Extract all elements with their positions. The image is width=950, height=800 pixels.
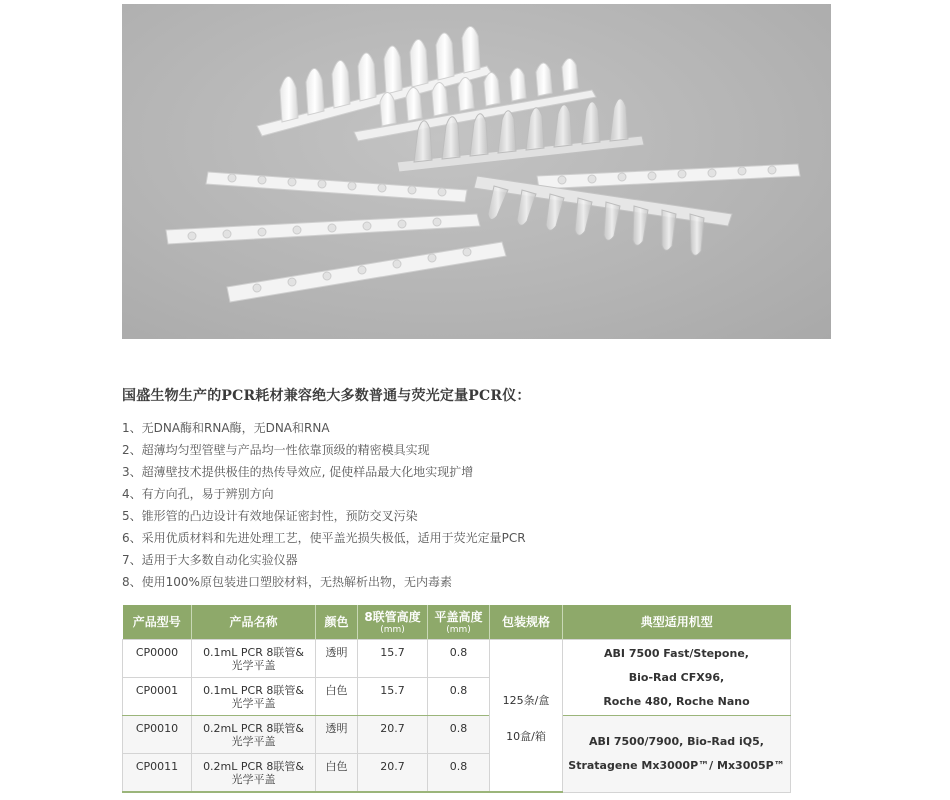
- feature-item: 4、有方向孔，易于辨别方向: [122, 487, 274, 501]
- cell-color: 白色: [316, 678, 358, 716]
- package-line2: 10盒/箱: [506, 729, 546, 743]
- feature-item: 7、适用于大多数自动化实验仪器: [122, 553, 298, 567]
- cell-name-line2: 光学平盖: [231, 659, 276, 672]
- instrument-line: Stratagene Mx3000P™/ Mx3005P™: [568, 758, 785, 772]
- header-cap-height: [428, 605, 490, 640]
- header-cap-height-label: 平盖高度: [434, 609, 483, 624]
- header-tube-height-label: 8联管高度: [364, 609, 421, 624]
- instrument-line: Bio-Rad CFX96,: [628, 670, 725, 684]
- cell-name-line1: 0.1mL PCR 8联管&: [203, 684, 304, 697]
- instrument-line: ABI 7500/7900, Bio-Rad iQ5,: [589, 734, 764, 748]
- feature-item: 2、超薄均匀型管壁与产品均一性依靠顶级的精密模具实现: [122, 443, 430, 457]
- feature-item: 3、超薄壁技术提供极佳的热传导效应, 促使样品最大化地实现扩增: [122, 465, 474, 479]
- cell-name-line1: 0.2mL PCR 8联管&: [203, 722, 304, 735]
- header-cap-height-unit: (mm): [446, 624, 471, 635]
- cell-model: CP0010: [123, 716, 192, 754]
- feature-item: 5、锥形管的凸边设计有效地保证密封性，预防交叉污染: [122, 509, 418, 523]
- table-header-row: [123, 605, 791, 640]
- package-line1: 125条/盒: [502, 693, 550, 707]
- header-tube-height: [358, 605, 428, 640]
- table-row: [123, 640, 791, 678]
- cell-name-line1: 0.2mL PCR 8联管&: [203, 760, 304, 773]
- cell-cap-height: 0.8: [428, 640, 490, 678]
- cell-color: 透明: [316, 640, 358, 678]
- product-spec-table: [122, 605, 791, 793]
- cell-model: CP0011: [123, 754, 192, 793]
- cell-tube-height: 20.7: [358, 754, 428, 793]
- cell-instruments-group2: [563, 716, 791, 793]
- feature-item: 8、使用100%原包装进口塑胶材料，无热解析出物，无内毒素: [122, 575, 452, 589]
- product-photo: [122, 4, 831, 339]
- instrument-line: ABI 7500 Fast/Stepone,: [604, 646, 749, 660]
- cell-name-line1: 0.1mL PCR 8联管&: [203, 646, 304, 659]
- cell-instruments-group1: [563, 640, 791, 716]
- header-model: 产品型号: [123, 605, 192, 640]
- table-row: [123, 716, 791, 754]
- cell-name-line2: 光学平盖: [231, 697, 276, 710]
- cell-name: [192, 754, 316, 793]
- cell-cap-height: 0.8: [428, 678, 490, 716]
- cell-name-line2: 光学平盖: [231, 773, 276, 786]
- instrument-line: Roche 480, Roche Nano: [603, 694, 750, 708]
- cell-cap-height: 0.8: [428, 716, 490, 754]
- cell-tube-height: 15.7: [358, 640, 428, 678]
- header-instruments: 典型适用机型: [563, 605, 791, 640]
- header-name: 产品名称: [192, 605, 316, 640]
- cell-name: [192, 678, 316, 716]
- cell-model: CP0000: [123, 640, 192, 678]
- cell-model: CP0001: [123, 678, 192, 716]
- header-color: 颜色: [316, 605, 358, 640]
- feature-item: 1、无DNA酶和RNA酶，无DNA和RNA: [122, 421, 330, 435]
- pcr-tube-strips-illustration: [122, 4, 831, 339]
- cell-name: [192, 716, 316, 754]
- section-heading: 国盛生物生产的PCR耗材兼容绝大多数普通与荧光定量PCR仪：: [122, 388, 531, 404]
- cell-package: [490, 640, 563, 793]
- cell-tube-height: 15.7: [358, 678, 428, 716]
- clear-tube-strip-lying: [474, 176, 732, 255]
- header-tube-height-unit: (mm): [380, 624, 405, 635]
- cell-cap-height: 0.8: [428, 754, 490, 793]
- header-package: 包装规格: [490, 605, 563, 640]
- cell-name-line2: 光学平盖: [231, 735, 276, 748]
- cell-color: 白色: [316, 754, 358, 793]
- feature-list: [122, 417, 526, 593]
- cell-name: [192, 640, 316, 678]
- cell-tube-height: 20.7: [358, 716, 428, 754]
- cell-color: 透明: [316, 716, 358, 754]
- feature-item: 6、采用优质材料和先进处理工艺，使平盖光损失极低，适用于荧光定量PCR: [122, 531, 526, 545]
